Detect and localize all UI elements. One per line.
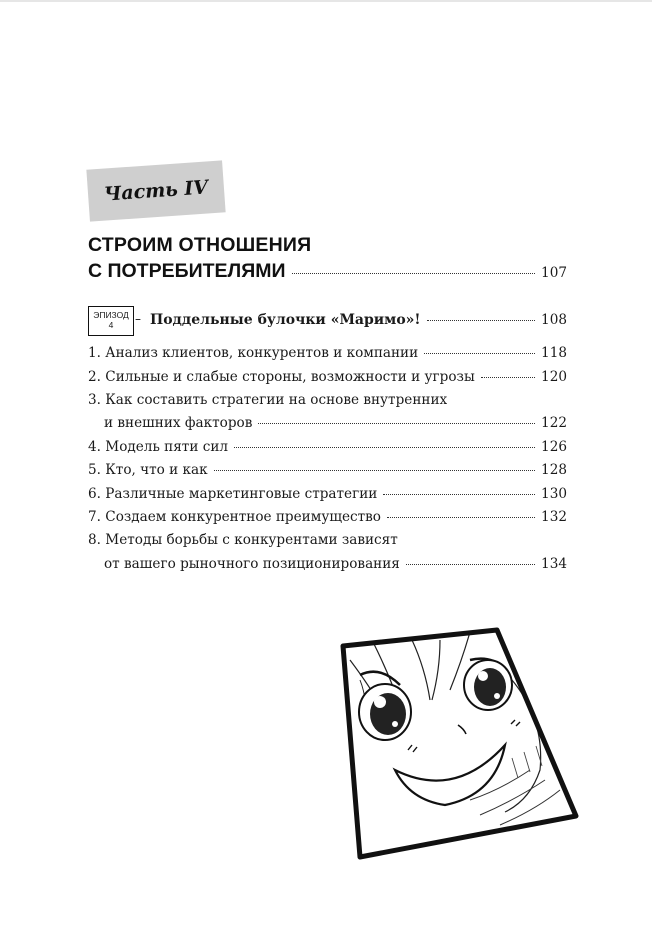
page-number: 120 <box>541 369 567 385</box>
part-label-tag <box>86 160 225 221</box>
dot-leader <box>406 564 535 565</box>
dot-leader <box>234 447 535 448</box>
page-number: 107 <box>541 265 567 281</box>
dot-leader <box>427 320 535 321</box>
toc-entry-title: 1. Анализ клиентов, конкурентов и компании <box>88 345 419 361</box>
dot-leader <box>292 273 536 274</box>
episode-badge-number: 4 <box>108 320 114 330</box>
toc-entry-title: 8. Методы борьбы с конкурентами зависят <box>88 532 398 548</box>
toc-entry-6[interactable] <box>88 486 567 502</box>
page-number: 132 <box>541 509 567 525</box>
page-number: 122 <box>541 415 567 431</box>
part-label: Часть IV <box>103 176 209 206</box>
toc-entry-7[interactable] <box>88 509 567 525</box>
page-number: 118 <box>541 345 567 361</box>
dot-leader <box>258 423 535 424</box>
page-number: 128 <box>541 462 567 478</box>
toc-entry-title: 7. Создаем конкурентное преимущество <box>88 509 381 525</box>
toc-entry-title: 5. Кто, что и как <box>88 462 208 478</box>
manga-drawing <box>330 620 590 870</box>
page-top-edge <box>0 0 652 2</box>
dot-leader <box>214 470 535 471</box>
page-number: 130 <box>541 486 567 502</box>
part-title-line2: С ПОТРЕБИТЕЛЯМИ <box>88 260 286 282</box>
episode-badge-word: ЭПИЗОД <box>93 310 129 320</box>
toc-entry-2[interactable] <box>88 369 567 385</box>
episode-badge <box>88 306 134 336</box>
toc-entry-1[interactable] <box>88 345 567 361</box>
page-number: 126 <box>541 439 567 455</box>
toc-entry-3[interactable] <box>104 415 567 431</box>
dot-leader <box>424 353 535 354</box>
episode-row[interactable] <box>150 312 567 328</box>
toc-entry-title: 2. Сильные и слабые стороны, возможности и угрозы <box>88 369 475 385</box>
manga-frame <box>343 630 576 857</box>
toc-entry-3-line1[interactable] <box>88 392 567 408</box>
toc-entry-title: 4. Модель пяти сил <box>88 439 229 455</box>
toc-entry-8-line1[interactable] <box>88 532 567 548</box>
toc-entry-title-cont: и внешних факторов <box>104 415 253 431</box>
toc-entry-title-cont: от вашего рыночного позиционирования <box>104 556 400 572</box>
toc-entry-5[interactable] <box>88 462 567 478</box>
part-title-row[interactable] <box>88 260 567 283</box>
toc-entry-4[interactable] <box>88 439 567 455</box>
toc-entry-title: 3. Как составить стратегии на основе внутренних <box>88 392 448 408</box>
dot-leader <box>481 377 535 378</box>
toc-entry-8[interactable] <box>104 556 567 572</box>
page-number: 108 <box>541 312 567 328</box>
page-number: 134 <box>541 556 567 572</box>
toc-entry-title: 6. Различные маркетинговые стратегии <box>88 486 378 502</box>
dot-leader <box>383 494 535 495</box>
part-title-line1: СТРОИМ ОТНОШЕНИЯ <box>88 234 312 256</box>
episode-title: Поддельные булочки «Маримо»! <box>150 312 421 328</box>
episode-arrow: – <box>135 312 141 326</box>
dot-leader <box>387 517 535 518</box>
